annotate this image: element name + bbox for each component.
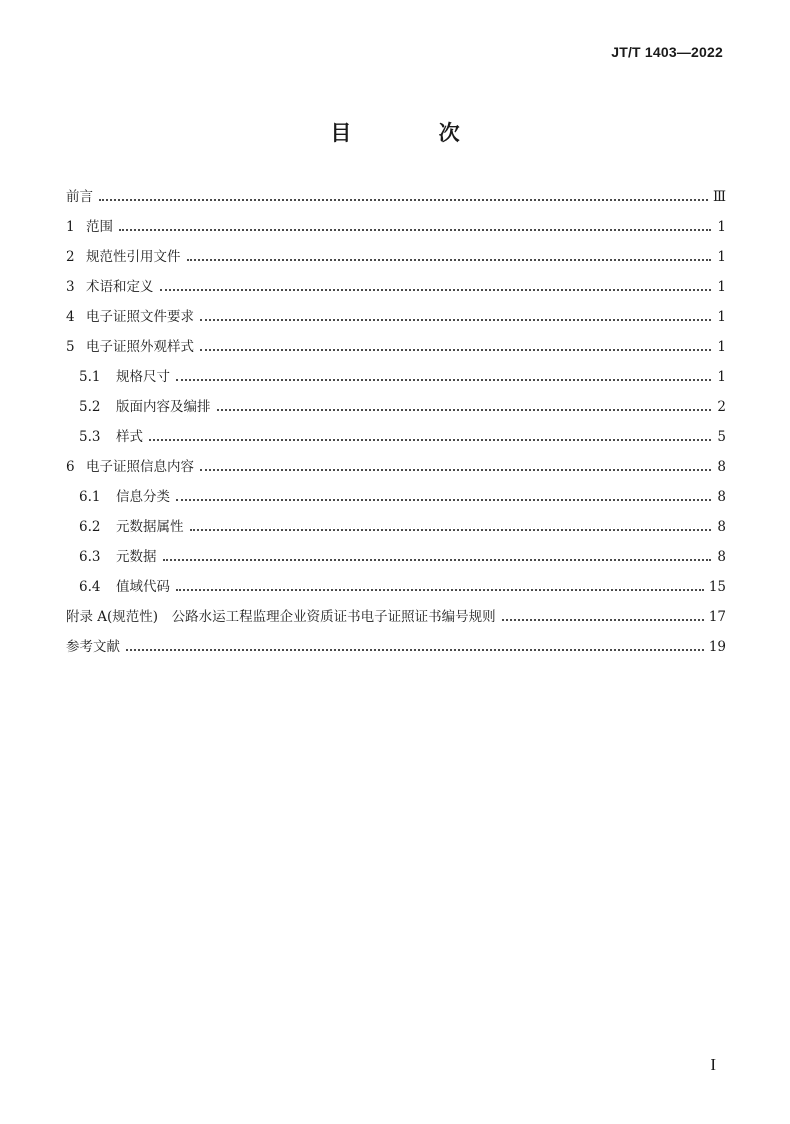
toc-entry-label: 电子证照外观样式: [86, 339, 194, 355]
toc-leader-dots: [200, 318, 711, 321]
toc-entry-scope[interactable]: [66, 212, 726, 242]
toc-entry-page: 1: [717, 369, 726, 385]
toc-entry-page: 1: [717, 309, 726, 325]
toc-entry-normative-references[interactable]: [66, 242, 726, 272]
toc-entry-appendix-a[interactable]: [66, 602, 726, 632]
toc-entry-page: 8: [717, 549, 726, 565]
toc-entry-page: 8: [717, 519, 726, 535]
toc-entry-number: 6.4: [79, 579, 101, 595]
toc-entry-bibliography[interactable]: [66, 632, 726, 662]
toc-entry-page: Ⅲ: [712, 189, 726, 205]
toc-entry-number: 5.1: [79, 369, 101, 385]
toc-entry-information-content[interactable]: [66, 452, 726, 482]
toc-leader-dots: [160, 288, 712, 291]
toc-entry-page: 17: [708, 609, 726, 625]
toc-entry-label: 电子证照文件要求: [86, 309, 194, 325]
toc-entry-classification[interactable]: [66, 482, 726, 512]
toc-entry-label: 版面内容及编排: [116, 399, 211, 415]
page-number: I: [710, 1055, 716, 1074]
toc-leader-dots: [149, 438, 711, 441]
toc-leader-dots: [502, 618, 704, 621]
toc-entry-page: 8: [717, 459, 726, 475]
toc-entry-number: 5: [66, 339, 75, 355]
toc-entry-label: 元数据属性: [116, 519, 184, 535]
toc-entry-page: 19: [708, 639, 726, 655]
standard-code: JT/T 1403—2022: [611, 44, 723, 60]
toc-entry-number: 6.2: [79, 519, 101, 535]
toc-entry-value-codes[interactable]: [66, 572, 726, 602]
toc-entry-metadata[interactable]: [66, 542, 726, 572]
toc-entry-label: 电子证照信息内容: [86, 459, 194, 475]
toc-entry-number: 3: [66, 279, 75, 295]
toc-entry-page: 1: [717, 249, 726, 265]
toc-entry-number: 4: [66, 309, 75, 325]
toc-leader-dots: [176, 588, 704, 591]
toc-leader-dots: [200, 348, 711, 351]
toc-entry-label: 信息分类: [116, 489, 170, 505]
toc-entry-label: 元数据: [116, 549, 157, 565]
toc-entry-appearance-style[interactable]: [66, 332, 726, 362]
toc-entry-number: 2: [66, 249, 75, 265]
toc-entry-page: 2: [717, 399, 726, 415]
toc-entry-label: 值域代码: [116, 579, 170, 595]
toc-entry-page: 1: [717, 279, 726, 295]
toc-entry-label: 范围: [86, 219, 113, 235]
toc-entry-foreword[interactable]: [66, 182, 726, 212]
toc-entry-label: 参考文献: [66, 639, 120, 655]
toc-entry-number: 6.1: [79, 489, 101, 505]
toc-leader-dots: [200, 468, 711, 471]
toc-entry-number: 6: [66, 459, 75, 475]
toc-leader-dots: [99, 198, 708, 201]
toc-entry-label: 规范性引用文件: [86, 249, 181, 265]
toc-leader-dots: [176, 498, 711, 501]
toc-leader-dots: [119, 228, 711, 231]
table-of-contents: [66, 182, 726, 662]
toc-entry-page: 1: [717, 339, 726, 355]
toc-entry-number: 6.3: [79, 549, 101, 565]
toc-entry-number: 1: [66, 219, 75, 235]
toc-entry-number: 5.3: [79, 429, 101, 445]
toc-entry-layout-content[interactable]: [66, 392, 726, 422]
toc-entry-number: 5.2: [79, 399, 101, 415]
toc-entry-label: 术语和定义: [86, 279, 154, 295]
toc-leader-dots: [176, 378, 711, 381]
toc-entry-page: 5: [717, 429, 726, 445]
toc-entry-terms[interactable]: [66, 272, 726, 302]
toc-entry-style[interactable]: [66, 422, 726, 452]
toc-entry-dimensions[interactable]: [66, 362, 726, 392]
toc-entry-page: 15: [708, 579, 726, 595]
toc-entry-label: 前言: [66, 189, 93, 205]
toc-title: 目 次: [330, 121, 500, 145]
toc-entry-label: 样式: [116, 429, 143, 445]
toc-leader-dots: [190, 528, 712, 531]
toc-entry-file-requirements[interactable]: [66, 302, 726, 332]
toc-entry-label: 附录 A(规范性) 公路水运工程监理企业资质证书电子证照证书编号规则: [66, 609, 496, 625]
toc-leader-dots: [163, 558, 712, 561]
toc-leader-dots: [126, 648, 704, 651]
toc-entry-page: 1: [717, 219, 726, 235]
toc-leader-dots: [187, 258, 712, 261]
toc-entry-page: 8: [717, 489, 726, 505]
toc-entry-label: 规格尺寸: [116, 369, 170, 385]
toc-entry-metadata-attributes[interactable]: [66, 512, 726, 542]
toc-leader-dots: [217, 408, 712, 411]
